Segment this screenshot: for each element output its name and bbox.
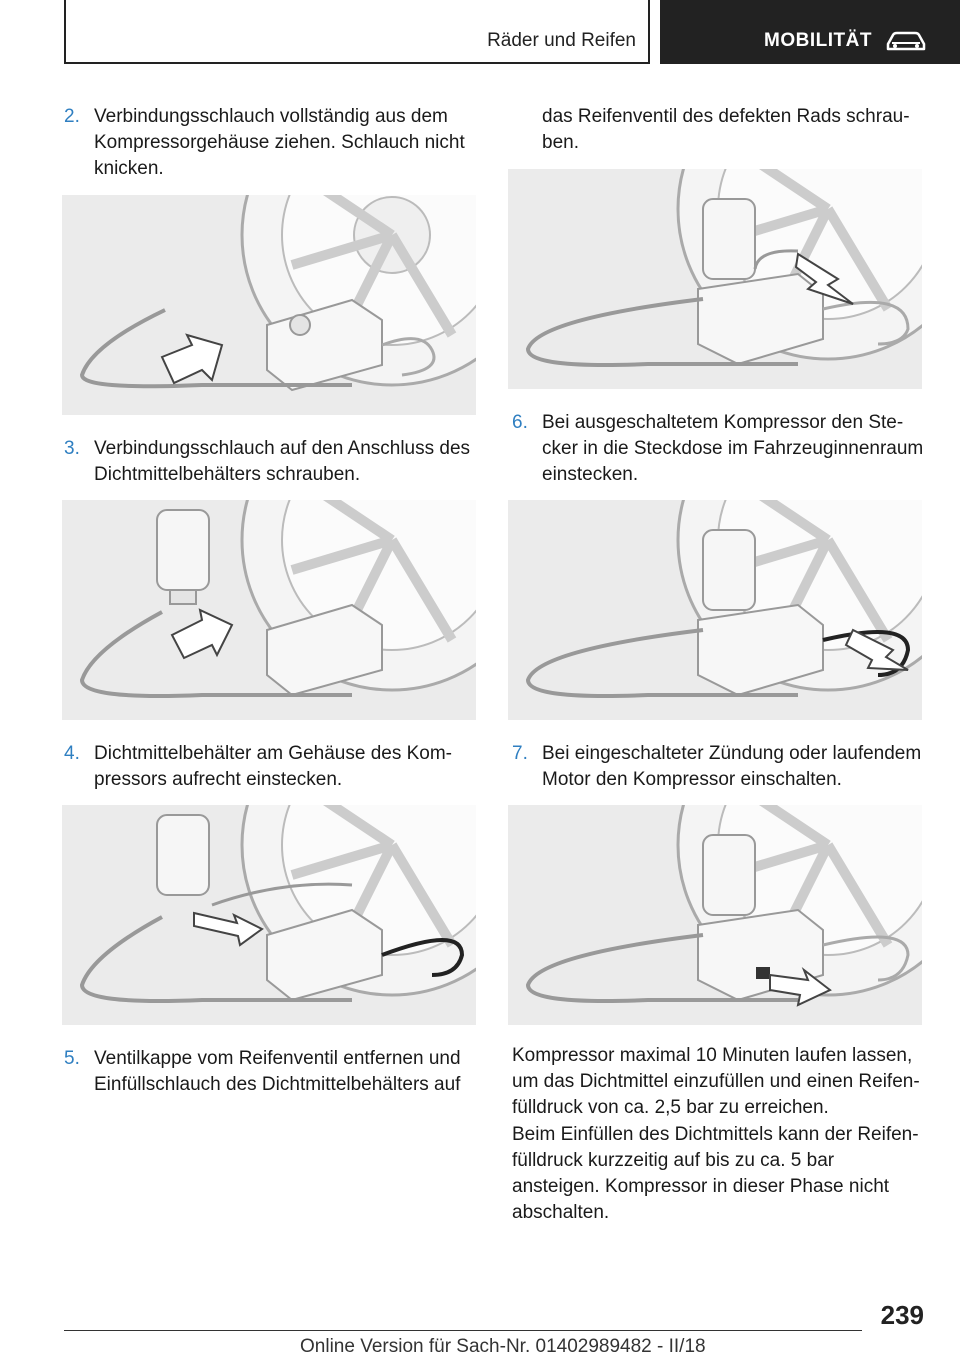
page-number: 239 (880, 1300, 924, 1330)
header-section-box (64, 0, 650, 64)
illustration-hose-on-tire-valve (508, 169, 922, 389)
header-chapter-tab (660, 0, 960, 64)
step-5-continued (512, 104, 926, 156)
illustration-plug-into-socket (508, 500, 922, 720)
step-number: 7. (512, 743, 528, 764)
step-text: Verbindungsschlauch vollständig aus dem Kompressorgehäuse ziehen. Schlauch nicht knicken. (94, 106, 465, 179)
car-icon (884, 29, 928, 53)
step-2 (64, 104, 476, 182)
section-title: Räder und Reifen (487, 30, 636, 51)
step-text: Bei ausgeschaltetem Kompressor den Stecker in die Steckdose im Fahrzeuginnenraum einstecken. (542, 412, 924, 485)
step-text: das Reifenventil des defekten Rads schrauben. (542, 106, 910, 153)
illustration-insert-sealant-bottle (62, 805, 476, 1025)
step-number: 5. (64, 1048, 80, 1069)
illustration-switch-on-compressor (508, 805, 922, 1025)
footer-edition: Online Version für Sach-Nr. 01402989482 - II/18 (300, 1336, 706, 1357)
footer-divider (64, 1330, 862, 1331)
illustration-hose-on-sealant-bottle (62, 500, 476, 720)
step-text: Bei eingeschalteter Zündung oder laufendem Motor den Kompressor einschalten. (542, 743, 922, 790)
step-7 (512, 741, 926, 793)
step-number: 2. (64, 106, 80, 127)
step-number: 6. (512, 412, 528, 433)
step-5 (64, 1046, 476, 1098)
step-4 (64, 741, 476, 793)
step-6 (512, 410, 926, 488)
step-text: Ventilkappe vom Reifenventil entfernen und Einfüllschlauch des Dichtmittelbehälters auf (94, 1048, 461, 1095)
step-3 (64, 436, 476, 488)
paragraph-runtime: Kompressor maximal 10 Minuten laufen lassen, um das Dichtmittel einzufüllen und einen Reifenfülldruck von ca. 2,5 bar zu erreichen. (512, 1045, 920, 1118)
paragraph-pressure-rise: Beim Einfüllen des Dichtmittels kann der Reifenfülldruck kurzzeitig auf bis zu ca. 5 bar ansteigen. Kompressor in dieser Phase nicht abschalten. (512, 1124, 919, 1223)
step-text: Dichtmittelbehälter am Gehäuse des Kompressors aufrecht einstecken. (94, 743, 452, 790)
chapter-title: MOBILITÄT (764, 30, 872, 51)
step-number: 4. (64, 743, 80, 764)
step-number: 3. (64, 438, 80, 459)
illustration-hose-pulled-out (62, 195, 476, 415)
step-text: Verbindungsschlauch auf den Anschluss des Dichtmittelbehälters schrauben. (94, 438, 471, 485)
